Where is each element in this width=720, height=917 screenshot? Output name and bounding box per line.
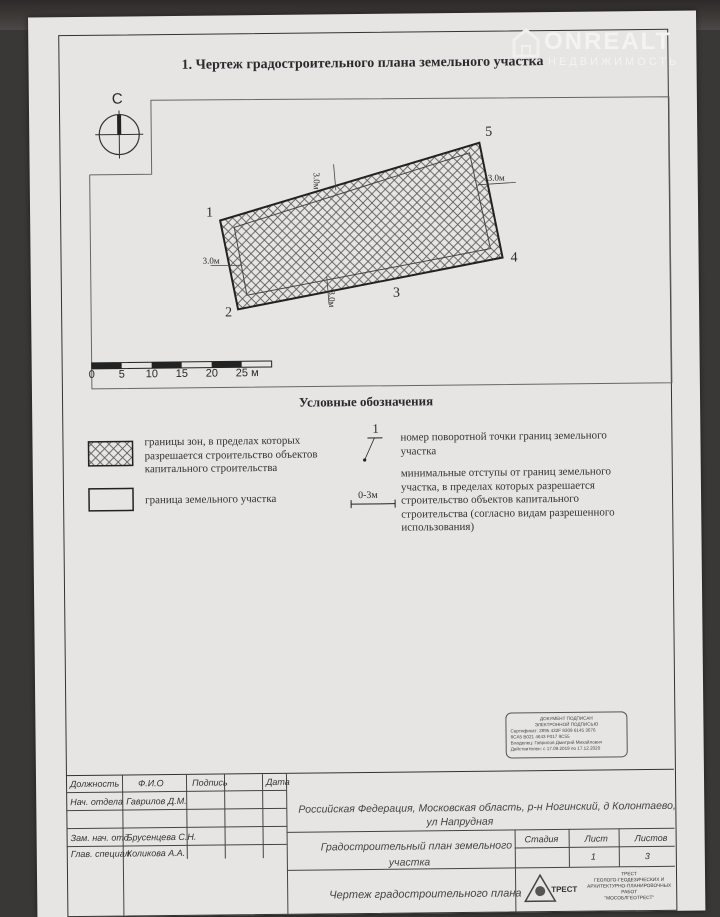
scale-label: 25 м (236, 367, 259, 379)
point-label-2: 2 (225, 305, 232, 321)
point-label-1: 1 (206, 206, 213, 222)
point-label-4: 4 (510, 250, 517, 266)
tb-row-role: Глав. специал. (71, 848, 132, 859)
tb-document-name-1: Градостроительный план земельного (321, 839, 512, 853)
tb-header-date: Дата (266, 777, 290, 787)
stamp-line: Действителен: с 17.09.2019 по 17.12.2020 (511, 745, 623, 752)
tb-address-line-2: ул Напрудная (426, 816, 493, 829)
tb-sheets-label: Листов (635, 833, 668, 843)
org-line: "МОСОБЛГЕОТРЕСТ" (587, 896, 671, 903)
stamp-line: 8CA5 B021 4643 F017 9C55 (511, 733, 623, 740)
north-compass (95, 110, 144, 159)
stamp-line: ДОКУМЕНТ ПОДПИСАН (510, 715, 622, 722)
legend-swatch-plot-boundary (89, 488, 133, 510)
stamp-line: Сертификат: 2895 432F 8309 6145 3676 (510, 727, 622, 734)
watermark-subtitle: НЕДВИЖИМОСТЬ (548, 56, 679, 68)
setback-label-right: 3.0м (488, 173, 505, 183)
scale-label: 15 (176, 368, 188, 380)
tb-sheet-value: 1 (591, 852, 596, 862)
land-plot-boundary (219, 143, 503, 310)
title-block (66, 769, 675, 916)
document-sheet (28, 11, 705, 917)
trust-logo-text: ТРЕСТ (551, 885, 577, 894)
point-label-5: 5 (485, 125, 492, 141)
tb-document-name-2: участка (389, 856, 430, 868)
tb-row-name: Гаврилов Д.М. (126, 796, 187, 807)
house-logo-icon (512, 28, 540, 58)
legend-text-plot-boundary: граница земельного участка (145, 492, 335, 507)
org-line: АРХИТЕКТУРНО-ПЛАНИРОВОЧНЫХ (587, 884, 671, 891)
scale-label: 0 (89, 369, 95, 381)
org-line: РАБОТ (587, 890, 671, 897)
tb-sheets-value: 3 (645, 851, 650, 861)
tb-stage-label: Стадия (525, 834, 559, 844)
scale-label: 10 (146, 368, 158, 380)
tb-row-role: Зам. нач. отд. (71, 832, 132, 843)
digital-signature-stamp (505, 711, 627, 758)
tb-header-signature: Подпись (192, 777, 228, 787)
legend-title: Условные обозначения (32, 390, 700, 413)
tb-sheet-name: Чертеж градостроительного плана (329, 887, 521, 901)
stamp-line: Владелец: Гаврилов Дмитрий Михайлович (511, 739, 623, 746)
scale-label: 5 (119, 369, 125, 381)
setback-label-left: 3.0м (203, 256, 220, 266)
legend-point-number: 1 (372, 421, 379, 437)
setback-label-bottom: 3.0м (327, 290, 337, 307)
org-line: ГЕОЛОГО-ГЕОДЕЗИЧЕСКИХ И (587, 878, 671, 885)
tb-row-role: Нач. отдела (70, 797, 123, 808)
scale-label: 20 (206, 368, 218, 380)
watermark-brand: ONREALT (544, 28, 672, 56)
document-title: 1. Чертеж градостроительного плана земельного участка (28, 53, 696, 76)
onrealt-watermark (508, 24, 718, 74)
tb-address-line-1: Российская Федерация, Московская область, р-н Ногинский, д Колонтаево, (298, 800, 676, 816)
stamp-line: ЭЛЕКТРОННОЙ ПОДПИСЬЮ (510, 721, 622, 728)
org-line: ТРЕСТ (587, 872, 671, 879)
point-label-3: 3 (393, 286, 400, 302)
legend-text-buildable-zone: границы зон, в пределах которых разрешается строительство объектов капитального строительства (144, 434, 334, 476)
tb-organization (587, 872, 671, 903)
setback-label-top: 3.0м (312, 172, 322, 189)
legend-text-point-number: номер поворотной точки границ земельного участка (400, 429, 610, 458)
compass-north-label: С (112, 91, 123, 108)
tb-header-role: Должность (70, 779, 119, 790)
tb-header-name: Ф.И.О (138, 778, 164, 788)
legend-text-setback: минимальные отступы от границ земельного участка, в пределах которых разрешается строительство объектов капитального строительства (согласно видам разрешенного использования) (401, 465, 627, 535)
legend-point-symbol (363, 438, 383, 462)
tb-row-name: Коликова А.А. (127, 848, 186, 859)
legend-swatch-buildable-zone (88, 441, 132, 465)
tb-sheet-label: Лист (585, 833, 608, 843)
tb-row-name: Брусенцева С.Н. (127, 832, 197, 843)
legend-setback-value: 0-3м (358, 490, 378, 501)
